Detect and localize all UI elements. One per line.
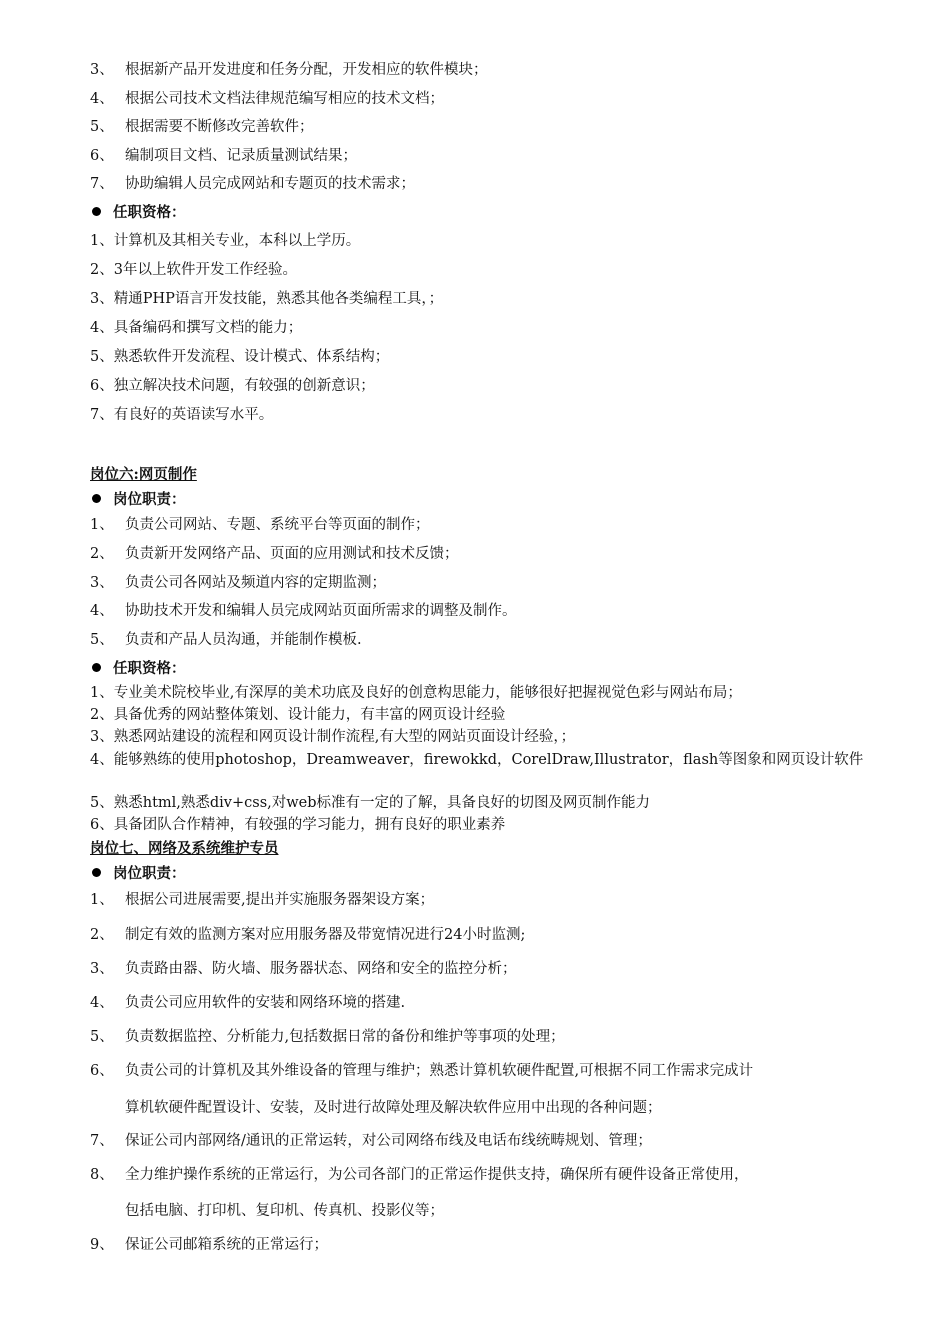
- duty-item: 4、 协助技术开发和编辑人员完成网站页面所需求的调整及制作。: [90, 603, 517, 619]
- duty-item: 9、 保证公司邮箱系统的正常运行；: [90, 1237, 328, 1253]
- qualification-heading: 任职资格：: [90, 659, 186, 679]
- duty-heading: 岗位职责：: [90, 490, 186, 510]
- duty-item: 6、 负责公司的计算机及其外维设备的管理与维护；熟悉计算机软硬件配置,可根据不同工作需求完成计: [90, 1063, 754, 1079]
- qualification-item: 5、熟悉html,熟悉div+css,对web标准有一定的了解，具备良好的切图及网页制作能力: [90, 795, 651, 811]
- position-six-title: 岗位六:网页制作: [90, 466, 197, 483]
- qualification-item: 5、熟悉软件开发流程、设计模式、体系结构；: [90, 349, 390, 365]
- bullet-icon: [92, 494, 101, 503]
- qualification-item: 6、独立解决技术问题，有较强的创新意识；: [90, 378, 375, 394]
- duty-item: 1、 负责公司网站、专题、系统平台等页面的制作；: [90, 517, 430, 533]
- qualification-heading: 任职资格：: [90, 203, 186, 223]
- bullet-icon: [92, 207, 101, 216]
- duty-item: 6、 编制项目文档、记录质量测试结果；: [90, 148, 357, 164]
- duty-item: 1、 根据公司进展需要,提出并实施服务器架设方案；: [90, 892, 435, 908]
- duty-item: 7、 协助编辑人员完成网站和专题页的技术需求；: [90, 176, 415, 192]
- qualification-item: 1、计算机及其相关专业，本科以上学历。: [90, 233, 361, 249]
- duty-item-continuation: 算机软硬件配置设计、安装，及时进行故障处理及解决软件应用中出现的各种问题；: [125, 1100, 662, 1116]
- duty-item: 3、 根据新产品开发进度和任务分配，开发相应的软件模块；: [90, 62, 488, 78]
- duty-item: 3、 负责路由器、防火墙、服务器状态、网络和安全的监控分析；: [90, 961, 517, 977]
- qualification-item: 2、3年以上软件开发工作经验。: [90, 262, 297, 278]
- duty-item: 5、 负责和产品人员沟通，并能制作模板.: [90, 632, 362, 648]
- bullet-icon: [92, 868, 101, 877]
- duty-item: 5、 根据需要不断修改完善软件；: [90, 119, 314, 135]
- duty-item-continuation: 包括电脑、打印机、复印机、传真机、投影仪等；: [125, 1203, 444, 1219]
- duty-item: 4、 负责公司应用软件的安装和网络环境的搭建.: [90, 995, 406, 1011]
- duty-item: 3、 负责公司各网站及频道内容的定期监测；: [90, 575, 386, 591]
- qualification-item: 6、具备团队合作精神，有较强的学习能力，拥有良好的职业素养: [90, 817, 506, 833]
- qualification-item: 1、专业美术院校毕业,有深厚的美术功底及良好的创意构思能力，能够很好把握视觉色彩与网站布局；: [90, 685, 742, 701]
- qualification-item: 3、熟悉网站建设的流程和网页设计制作流程,有大型的网站页面设计经验，；: [90, 729, 576, 745]
- duty-item: 4、 根据公司技术文档法律规范编写相应的技术文档；: [90, 91, 444, 107]
- duty-item: 8、 全力维护操作系统的正常运行，为公司各部门的正常运作提供支持，确保所有硬件设备正常使用，: [90, 1167, 749, 1183]
- position-seven-title: 岗位七、网络及系统维护专员: [90, 840, 279, 857]
- qualification-item: 4、具备编码和撰写文档的能力；: [90, 320, 303, 336]
- qualification-item: 7、有良好的英语读写水平。: [90, 407, 274, 423]
- qualification-item: 2、具备优秀的网站整体策划、设计能力，有丰富的网页设计经验: [90, 707, 506, 723]
- qualification-item: 3、精通PHP语言开发技能，熟悉其他各类编程工具，；: [90, 291, 444, 307]
- duty-item: 2、 制定有效的监测方案对应用服务器及带宽情况进行24小时监测;: [90, 927, 526, 943]
- duty-item: 5、 负责数据监控、分析能力,包括数据日常的备份和维护等事项的处理；: [90, 1029, 565, 1045]
- bullet-icon: [92, 663, 101, 672]
- qualification-item: 4、能够熟练的使用photoshop，Dreamweaver，firewokkd，CorelDraw,Illustrator，flash等图象和网页设计软件: [90, 752, 864, 768]
- duty-item: 7、 保证公司内部网络/通讯的正常运转，对公司网络布线及电话布线统畴规划、管理；: [90, 1133, 652, 1149]
- duty-item: 2、 负责新开发网络产品、页面的应用测试和技术反馈；: [90, 546, 459, 562]
- duty-heading: 岗位职责：: [90, 864, 186, 884]
